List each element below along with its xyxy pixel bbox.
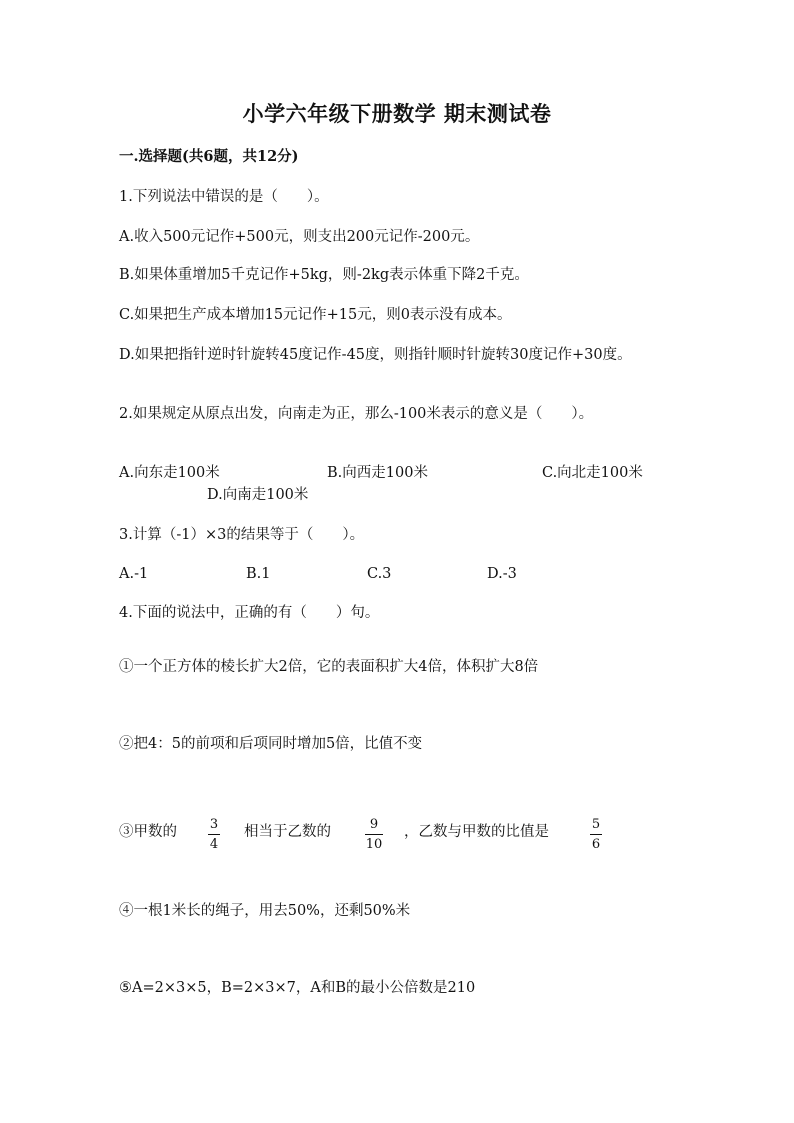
fraction-denominator: 4 xyxy=(209,837,219,852)
question-1-option-c: C.如果把生产成本增加15元记作+15元，则0表示没有成本。 xyxy=(119,307,512,323)
question-1-option-b: B.如果体重增加5千克记作+5kg，则-2kg表示体重下降2千克。 xyxy=(119,267,529,283)
question-4-statement-3-part-2: 相当于乙数的 xyxy=(244,824,331,840)
fraction-bar xyxy=(365,834,383,835)
page-title: 小学六年级下册数学 期末测试卷 xyxy=(242,101,552,126)
fraction-five-sixths xyxy=(588,817,604,852)
fraction-numerator: 9 xyxy=(369,817,379,832)
fraction-three-quarters xyxy=(206,817,222,852)
question-2-option-a: A.向东走100米 xyxy=(119,465,220,481)
question-2-stem: 2.如果规定从原点出发，向南走为正，那么-100米表示的意义是（ ）。 xyxy=(119,406,594,422)
section-heading: 一.选择题(共6题，共12分) xyxy=(119,148,299,165)
question-4-statement-1: ①一个正方体的棱长扩大2倍，它的表面积扩大4倍，体积扩大8倍 xyxy=(119,659,539,675)
question-4-statement-3-part-1: ③甲数的 xyxy=(119,824,177,840)
question-4-stem: 4.下面的说法中，正确的有（ ）句。 xyxy=(119,605,380,621)
question-4-statement-3-part-3: ，乙数与甲数的比值是 xyxy=(404,824,549,840)
fraction-bar xyxy=(208,834,220,835)
question-3-option-b: B.1 xyxy=(246,566,271,582)
question-4-statement-4: ④一根1米长的绳子，用去50%，还剩50%米 xyxy=(119,903,411,919)
question-3-option-c: C.3 xyxy=(367,566,392,582)
question-4-statement-2: ②把4：5的前项和后项同时增加5倍，比值不变 xyxy=(119,736,423,752)
fraction-denominator: 10 xyxy=(365,837,383,852)
fraction-denominator: 6 xyxy=(591,837,601,852)
question-1-option-d: D.如果把指针逆时针旋转45度记作-45度，则指针顺时针旋转30度记作+30度。 xyxy=(119,347,632,363)
question-3-option-d: D.-3 xyxy=(487,566,517,582)
question-2-option-c: C.向北走100米 xyxy=(542,465,643,481)
question-1-option-a: A.收入500元记作+500元，则支出200元记作-200元。 xyxy=(119,229,480,245)
question-3-option-a: A.-1 xyxy=(119,566,149,582)
fraction-numerator: 5 xyxy=(591,817,601,832)
question-1-stem: 1.下列说法中错误的是（ ）。 xyxy=(119,189,329,205)
question-3-stem: 3.计算（-1）×3的结果等于（ ）。 xyxy=(119,527,365,543)
question-2-option-d: D.向南走100米 xyxy=(207,487,309,503)
question-2-option-b: B.向西走100米 xyxy=(327,465,428,481)
question-4-statement-5: ⑤A=2×3×5，B=2×3×7，A和B的最小公倍数是210 xyxy=(119,980,476,996)
fraction-nine-tenths xyxy=(363,817,385,852)
fraction-bar xyxy=(590,834,602,835)
fraction-numerator: 3 xyxy=(209,817,219,832)
